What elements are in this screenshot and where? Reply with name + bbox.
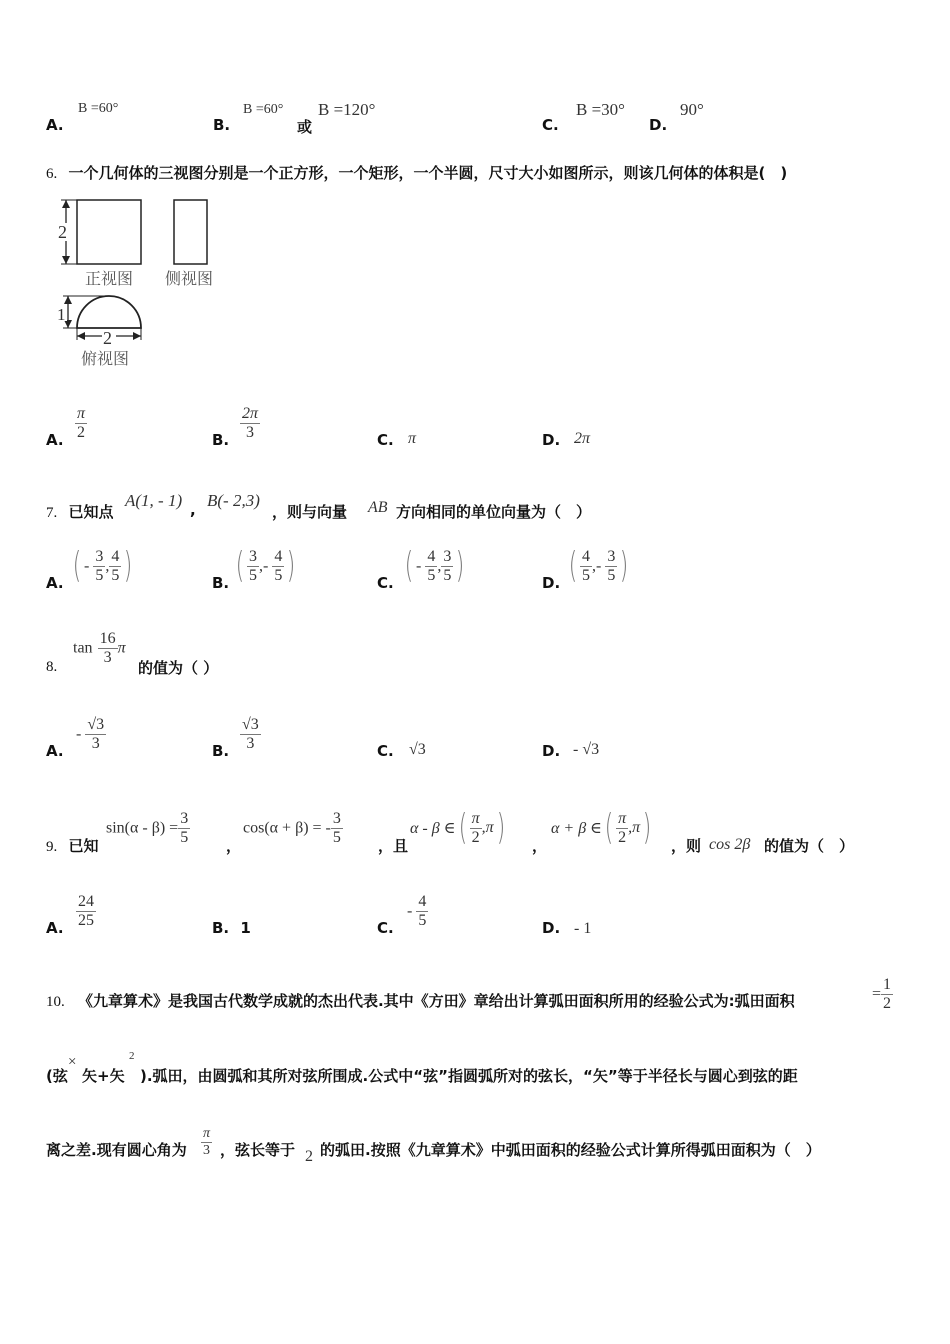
numerator: π	[618, 809, 627, 827]
option-letter: A.	[46, 742, 64, 760]
q9-cos2beta: cos 2β	[709, 836, 751, 853]
q6-option-c-expr: π	[408, 430, 417, 447]
q9-option-a[interactable]	[46, 919, 64, 937]
option-letter: B.	[212, 574, 230, 592]
top-height-label: 1	[57, 305, 66, 324]
denominator: 3	[103, 649, 112, 666]
option-letter: A.	[46, 431, 64, 449]
arrow-right-icon	[133, 332, 141, 340]
question-number: 10.	[46, 994, 65, 1010]
q6-option-c[interactable]	[377, 431, 394, 449]
denominator: 5	[180, 829, 189, 846]
q9-post: 的值为（ ）	[764, 837, 855, 855]
denominator: 5	[274, 566, 283, 584]
numerator: 24	[78, 893, 94, 910]
q10-line2a: (弦	[46, 1067, 68, 1085]
top-view-label: 俯视图	[81, 349, 130, 368]
numerator: 3	[332, 810, 341, 827]
q7-post2: 方向相同的单位向量为（ ）	[396, 503, 592, 521]
q10-times: ×	[68, 1054, 77, 1070]
q6-option-b-expr	[240, 405, 260, 442]
question-text: 一个几何体的三视图分别是一个正方形，一个矩形，一个半圆，尺寸大小如图所示，则该几何体的体积是( )	[68, 164, 788, 182]
q7-option-b[interactable]	[212, 574, 229, 592]
q10-angle	[201, 1126, 212, 1159]
equals: =	[872, 985, 882, 1003]
q6-option-b[interactable]	[212, 431, 229, 449]
q5-option-b-or: 或	[297, 118, 313, 136]
denominator: 3	[246, 424, 254, 441]
numerator: 1	[883, 976, 892, 993]
front-view-square	[77, 200, 141, 264]
sign: -	[407, 902, 417, 920]
q5-option-b-expr: B =60°	[243, 102, 284, 117]
option-value: 1	[240, 919, 251, 937]
option-letter: D.	[542, 742, 561, 760]
denominator: 5	[443, 566, 452, 584]
q9-expr-cos	[243, 810, 343, 847]
q8-option-d-expr: - √3	[573, 741, 600, 758]
q9-sep2: ，且	[378, 837, 409, 855]
q10-line2b: 矢+矢	[82, 1067, 125, 1085]
q7-option-d[interactable]	[542, 574, 560, 592]
option-letter: B.	[213, 116, 231, 134]
q9-option-a-expr	[76, 893, 96, 930]
three-view-figure	[55, 193, 235, 373]
q10-line2c: ).弧田，由圆弧和其所对弦所围成.公式中“弦”指圆弧所对的弦长，“矢”等于半径长与圆心到弦的距	[140, 1067, 798, 1085]
top-view-semicircle	[77, 296, 141, 328]
numerator: 3	[249, 547, 258, 565]
q5-option-b[interactable]	[213, 116, 230, 134]
denominator: 5	[95, 566, 104, 584]
denominator: 3	[203, 1143, 210, 1158]
option-letter: D.	[542, 919, 561, 937]
q7-option-a-expr: ( - $\frac{3}{5}$ , $\frac{4}{5}$ )	[72, 545, 133, 586]
q8-option-b-expr	[240, 716, 261, 753]
q8-option-d[interactable]	[542, 742, 560, 760]
q10-line3c: 的弧田.按照《九章算术》中弧田面积的经验公式计算所得弧田面积为（ ）	[320, 1141, 821, 1159]
q5-option-d-expr: 90°	[680, 100, 704, 119]
q7-point-b: B(- 2,3)	[207, 491, 260, 510]
numerator: 3	[607, 547, 616, 565]
denominator: 3	[91, 735, 100, 752]
option-letter: C.	[377, 574, 394, 592]
numerator: 4	[111, 547, 120, 565]
q10-line3b: ，弦长等于	[220, 1141, 296, 1159]
q5-option-a[interactable]	[46, 116, 64, 134]
option-letter: B.	[212, 742, 230, 760]
numerator: π	[471, 809, 480, 827]
q8-option-a-expr	[76, 716, 106, 753]
q7-option-c-expr: ( - $\frac{4}{5}$ , $\frac{3}{5}$ )	[404, 545, 465, 586]
q9-interval-2: α + β ∈( $\frac{\pi}{2}$ ,π)	[551, 807, 652, 848]
q9-sep3: ，	[532, 837, 548, 855]
numerator: 3	[95, 547, 104, 565]
top-width-label: 2	[103, 328, 112, 348]
sign: -	[263, 557, 273, 575]
q6-stem	[46, 162, 787, 183]
question-text: 已知点	[68, 503, 114, 521]
numerator: 3	[443, 547, 452, 565]
denominator: 5	[249, 566, 258, 584]
q7-stem	[46, 501, 114, 522]
q5-option-c[interactable]	[542, 116, 559, 134]
numerator: √3	[242, 716, 259, 733]
q6-option-a[interactable]	[46, 431, 64, 449]
q10-half	[872, 976, 893, 1013]
q9-sep4: ，则	[671, 837, 702, 855]
denominator: 5	[582, 566, 591, 584]
q7-vector-ab: AB	[368, 499, 388, 516]
question-number: 7.	[46, 505, 58, 521]
numerator: √3	[87, 716, 105, 733]
q8-option-c-expr: √3	[409, 741, 426, 758]
alpha-minus-beta: α - β ∈	[410, 820, 456, 837]
q7-comma: ,	[190, 501, 196, 519]
arrow-up-icon	[64, 296, 72, 304]
q8-text: 的值为（ ）	[138, 659, 219, 677]
arrow-down-icon	[62, 256, 70, 264]
numerator: 4	[427, 547, 436, 565]
q8-option-b[interactable]	[212, 742, 229, 760]
q9-expr-sin	[106, 810, 190, 847]
sign: -	[84, 557, 94, 575]
denominator: 3	[246, 735, 255, 752]
option-letter: C.	[377, 431, 394, 449]
q6-option-d-expr: 2π	[574, 430, 591, 447]
numerator: π	[77, 405, 86, 422]
denominator: 5	[427, 566, 436, 584]
q7-option-c[interactable]	[377, 574, 394, 592]
denominator: 5	[607, 566, 616, 584]
option-letter: A.	[46, 574, 64, 592]
denominator: 2	[77, 424, 85, 441]
q9-option-d-expr: - 1	[574, 920, 592, 937]
q9-option-b[interactable]	[212, 919, 251, 937]
q7-option-b-expr: ( $\frac{3}{5}$ ,- $\frac{4}{5}$ )	[235, 545, 296, 586]
q9-option-d[interactable]	[542, 919, 560, 937]
q9-stem	[46, 835, 99, 856]
q7-point-a: A(1, - 1)	[125, 491, 183, 510]
q5-option-d[interactable]	[649, 116, 667, 134]
question-text: 《九章算术》是我国古代数学成就的杰出代表.其中《方田》章给出计算弧田面积所用的经验公式为:弧田面积	[77, 992, 795, 1010]
front-dimension-label: 2	[58, 222, 67, 242]
tan-function: tan	[73, 639, 93, 657]
option-letter: C.	[542, 116, 559, 134]
numerator: 4	[582, 547, 591, 565]
q10-line1	[46, 990, 795, 1011]
q5-option-a-expr: B =60°	[78, 101, 119, 116]
q6-option-d[interactable]	[542, 431, 560, 449]
question-number: 8.	[46, 659, 58, 675]
alpha-plus-beta: α + β ∈	[551, 820, 603, 837]
question-text: 已知	[68, 837, 99, 855]
q8-option-a[interactable]	[46, 742, 64, 760]
q8-expr	[73, 630, 126, 667]
option-letter: D.	[542, 431, 561, 449]
numerator: 3	[180, 810, 189, 827]
q9-option-c[interactable]	[377, 919, 394, 937]
option-letter: C.	[377, 742, 394, 760]
denominator: 2	[618, 828, 627, 846]
q9-option-c-expr	[407, 893, 428, 930]
numerator: π	[203, 1126, 211, 1141]
pi: π	[117, 639, 126, 657]
sign: -	[416, 557, 426, 575]
front-view-label: 正视图	[85, 269, 134, 288]
sign: -	[596, 557, 606, 575]
q7-option-d-expr: ( $\frac{4}{5}$ ,- $\frac{3}{5}$ )	[568, 545, 629, 586]
numerator: 4	[274, 547, 283, 565]
q7-option-a[interactable]	[46, 574, 64, 592]
interval-end: ,π	[628, 819, 641, 836]
sin-expr: sin(α - β) =	[106, 819, 179, 837]
interval-end: ,π	[481, 819, 494, 836]
q6-option-a-expr	[75, 405, 87, 442]
denominator: 5	[111, 566, 120, 584]
q8-option-c[interactable]	[377, 742, 394, 760]
question-number: 9.	[46, 839, 58, 855]
option-letter: D.	[649, 116, 668, 134]
option-letter: C.	[377, 919, 394, 937]
arrow-left-icon	[77, 332, 85, 340]
question-number: 6.	[46, 166, 58, 182]
denominator: 2	[471, 828, 480, 846]
option-letter: D.	[542, 574, 561, 592]
denominator: 2	[883, 995, 892, 1012]
numerator: 2π	[242, 405, 259, 422]
q10-chord: 2	[305, 1148, 313, 1165]
q5-option-c-expr: B =30°	[576, 100, 625, 119]
q7-post: ，则与向量	[272, 503, 348, 521]
denominator: 5	[332, 829, 341, 846]
arrow-up-icon	[62, 200, 70, 208]
numerator: 4	[418, 893, 427, 910]
option-letter: A.	[46, 116, 64, 134]
numerator: 16	[99, 630, 116, 647]
option-letter: B.	[212, 431, 230, 449]
denominator: 25	[78, 912, 94, 929]
side-view-rect	[174, 200, 207, 264]
q9-sep1: ，	[226, 837, 242, 855]
denominator: 5	[418, 912, 427, 929]
q9-interval-1: α - β ∈( $\frac{\pi}{2}$ ,π)	[410, 807, 505, 848]
side-view-label: 侧视图	[165, 269, 214, 288]
cos-expr: cos(α + β) = -	[243, 819, 331, 837]
option-letter: B.	[212, 919, 230, 937]
q10-line3a: 离之差.现有圆心角为	[46, 1141, 187, 1159]
q10-square: 2	[129, 1050, 135, 1062]
q8-number	[46, 657, 57, 676]
option-letter: A.	[46, 919, 64, 937]
q5-option-b-expr2: B =120°	[318, 100, 376, 119]
sign: -	[76, 725, 86, 743]
